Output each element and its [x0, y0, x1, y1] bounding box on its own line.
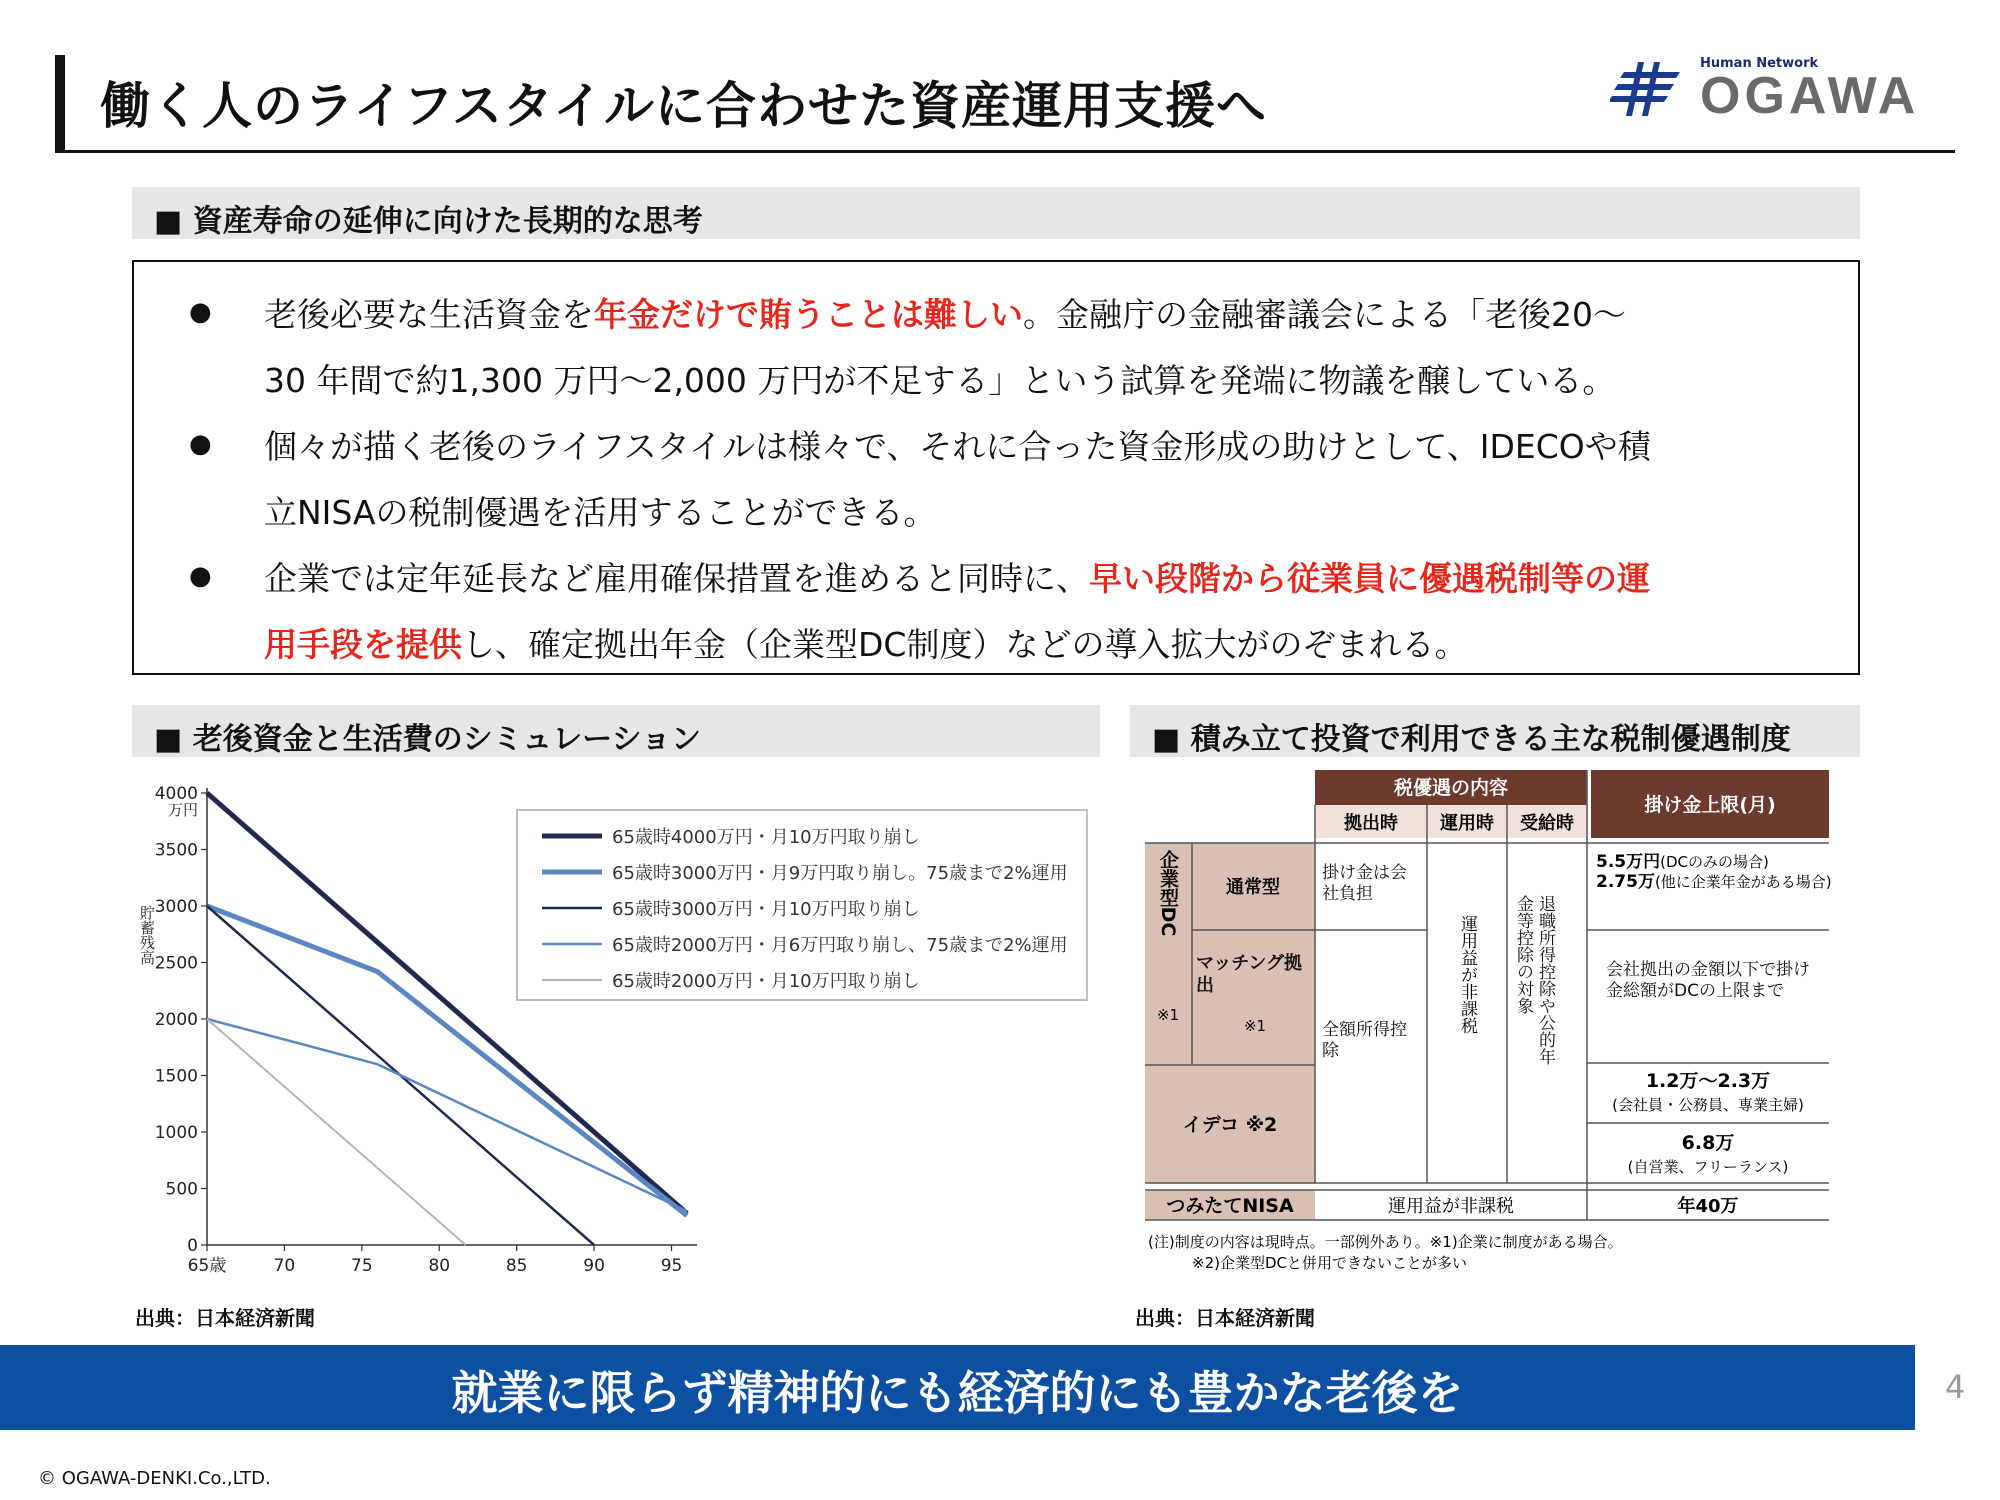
tax-kigyo-label: 企業型DC: [1157, 849, 1179, 937]
chart-source: 出典：日本経済新聞: [135, 1306, 315, 1330]
tax-limit4: 6.8万: [1681, 1132, 1735, 1154]
tax-cell-jukyu: 退職所得控除や公的年金等控除の対象: [1513, 895, 1555, 1065]
chart-y-tick-label: 2500: [154, 953, 198, 974]
section-heading-tax: ■ 積み立て投資で利用できる主な税制優遇制度: [1130, 705, 1860, 757]
tax-note1: (注)制度の内容は現時点。一部例外あり。※1)企業に制度がある場合。: [1148, 1233, 1623, 1251]
section-heading-simulation: ■ 老後資金と生活費のシミュレーション: [132, 705, 1100, 757]
chart-x-tick-label: 65歳: [187, 1256, 227, 1276]
bullet-dot: ●: [189, 429, 212, 459]
tax-limit1b: 2.75万(他に企業年金がある場合): [1596, 872, 1832, 892]
chart-y-tick-label: 1000: [154, 1123, 198, 1143]
bullet-dot: ●: [189, 297, 212, 327]
copyright: © OGAWA-DENKI.Co.,LTD.: [38, 1468, 271, 1489]
chart-y-tick-label: 3500: [154, 840, 198, 861]
page-number: 4: [1945, 1368, 1966, 1406]
tax-row-matching-note: ※1: [1243, 1017, 1267, 1035]
tax-limit4-note: (自営業、フリーランス): [1627, 1158, 1789, 1176]
tax-col-unyo: 運用時: [1440, 813, 1494, 834]
tax-row-matching: マッチング拠出: [1196, 953, 1303, 996]
chart-legend-label: 65歳時2000万円・月6万円取り崩し、75歳まで2%運用: [612, 935, 1068, 956]
title-accent-bar: [55, 55, 65, 150]
chart-x-tick-label: 85: [505, 1256, 528, 1276]
bullet1-line1: 老後必要な生活資金を年金だけで賄うことは難しい。金融庁の金融審議会による「老後20～: [264, 295, 1626, 334]
chart-y-tick-label: 2000: [154, 1010, 198, 1030]
tax-row-tsujo: 通常型: [1226, 877, 1280, 898]
tax-group-header: 税優遇の内容: [1393, 777, 1509, 799]
chart-y-tick-label: 1500: [154, 1066, 198, 1087]
chart-legend-label: 65歳時3000万円・月9万円取り崩し。75歳まで2%運用: [612, 863, 1068, 884]
chart-legend-label: 65歳時4000万円・月10万円取り崩し: [612, 827, 920, 848]
ogawa-logo-mark-icon: [1610, 58, 1690, 120]
chart-y-tick-label: 3000: [154, 897, 198, 917]
chart-x-tick-label: 95: [660, 1256, 683, 1276]
chart-y-label: 貯蓄残高: [138, 905, 156, 965]
chart-x-tick-label: 70: [273, 1256, 296, 1276]
bullet-box: [132, 260, 1860, 675]
tax-cell-zengaku-kojo: 全額所得控除: [1322, 1020, 1407, 1061]
logo-tagline: Human Network: [1700, 56, 1819, 71]
tax-source: 出典：日本経済新聞: [1135, 1306, 1315, 1330]
simulation-chart: [132, 775, 1100, 1285]
tax-table: [1140, 765, 1860, 1285]
chart-y-tick-label: 0: [187, 1236, 198, 1256]
title-divider: [55, 150, 1955, 153]
tax-row-ideco: イデコ ※2: [1182, 1114, 1278, 1136]
chart-legend-label: 65歳時3000万円・月10万円取り崩し: [612, 899, 920, 920]
bullet-dot: ●: [189, 561, 212, 591]
chart-y-tick-label: 500: [165, 1179, 198, 1200]
bullet2-line2: 立NISAの税制優遇を活用することができる。: [264, 493, 937, 532]
chart-legend-label: 65歳時2000万円・月10万円取り崩し: [612, 971, 920, 992]
bullet1-line2: 30 年間で約1,300 万円～2,000 万円が不足する」という試算を発端に物議を醸している。: [264, 361, 1616, 400]
chart-x-tick-label: 80: [428, 1256, 451, 1276]
tax-nisa-limit: 年40万: [1677, 1196, 1739, 1217]
tax-col-jukyu: 受給時: [1520, 813, 1574, 834]
tax-col-kyoshutsu: 拠出時: [1344, 813, 1398, 834]
chart-x-tick-label: 90: [583, 1256, 605, 1276]
tax-note2: ※2)企業型DCと併用できないことが多い: [1192, 1254, 1467, 1272]
tax-cell-kaisha-futan: 掛け金は会社負担: [1322, 863, 1407, 904]
chart-y-unit: 万円: [167, 801, 198, 819]
tax-limit3: 1.2万～2.3万: [1645, 1070, 1771, 1092]
tax-limit3-note: (会社員・公務員、専業主婦): [1612, 1096, 1804, 1114]
tax-limit2: 会社拠出の金額以下で掛け金総額がDCの上限まで: [1606, 960, 1810, 1001]
tax-cell-unyo: 運用益が非課税: [1457, 915, 1477, 1034]
chart-x-tick-label: 75: [351, 1256, 373, 1276]
chart-y-tick-label: 4000: [154, 784, 198, 804]
tax-row-nisa: つみたてNISA: [1166, 1195, 1294, 1217]
tax-limit-header: 掛け金上限(月): [1644, 794, 1776, 816]
closing-banner: 就業に限らず精神的にも経済的にも豊かな老後を: [0, 1345, 1915, 1430]
tax-limit1: 5.5万円(DCのみの場合): [1596, 852, 1769, 872]
page-title: 働く人のライフスタイルに合わせた資産運用支援へ: [100, 77, 1267, 135]
tax-kigyo-note: ※1: [1156, 1006, 1180, 1024]
bullet3-line2: 用手段を提供し、確定拠出年金（企業型DC制度）などの導入拡大がのぞまれる。: [264, 625, 1468, 664]
bullet2-line1: 個々が描く老後のライフスタイルは様々で、それに合った資金形成の助けとして、IDECOや積: [264, 427, 1651, 466]
tax-nisa-content: 運用益が非課税: [1388, 1196, 1514, 1217]
logo-name: OGAWA: [1700, 67, 1920, 125]
bullet3-line1: 企業では定年延長など雇用確保措置を進めると同時に、早い段階から従業員に優遇税制等の運: [264, 559, 1650, 598]
section-heading-long-term: ■ 資産寿命の延伸に向けた長期的な思考: [132, 187, 1860, 239]
